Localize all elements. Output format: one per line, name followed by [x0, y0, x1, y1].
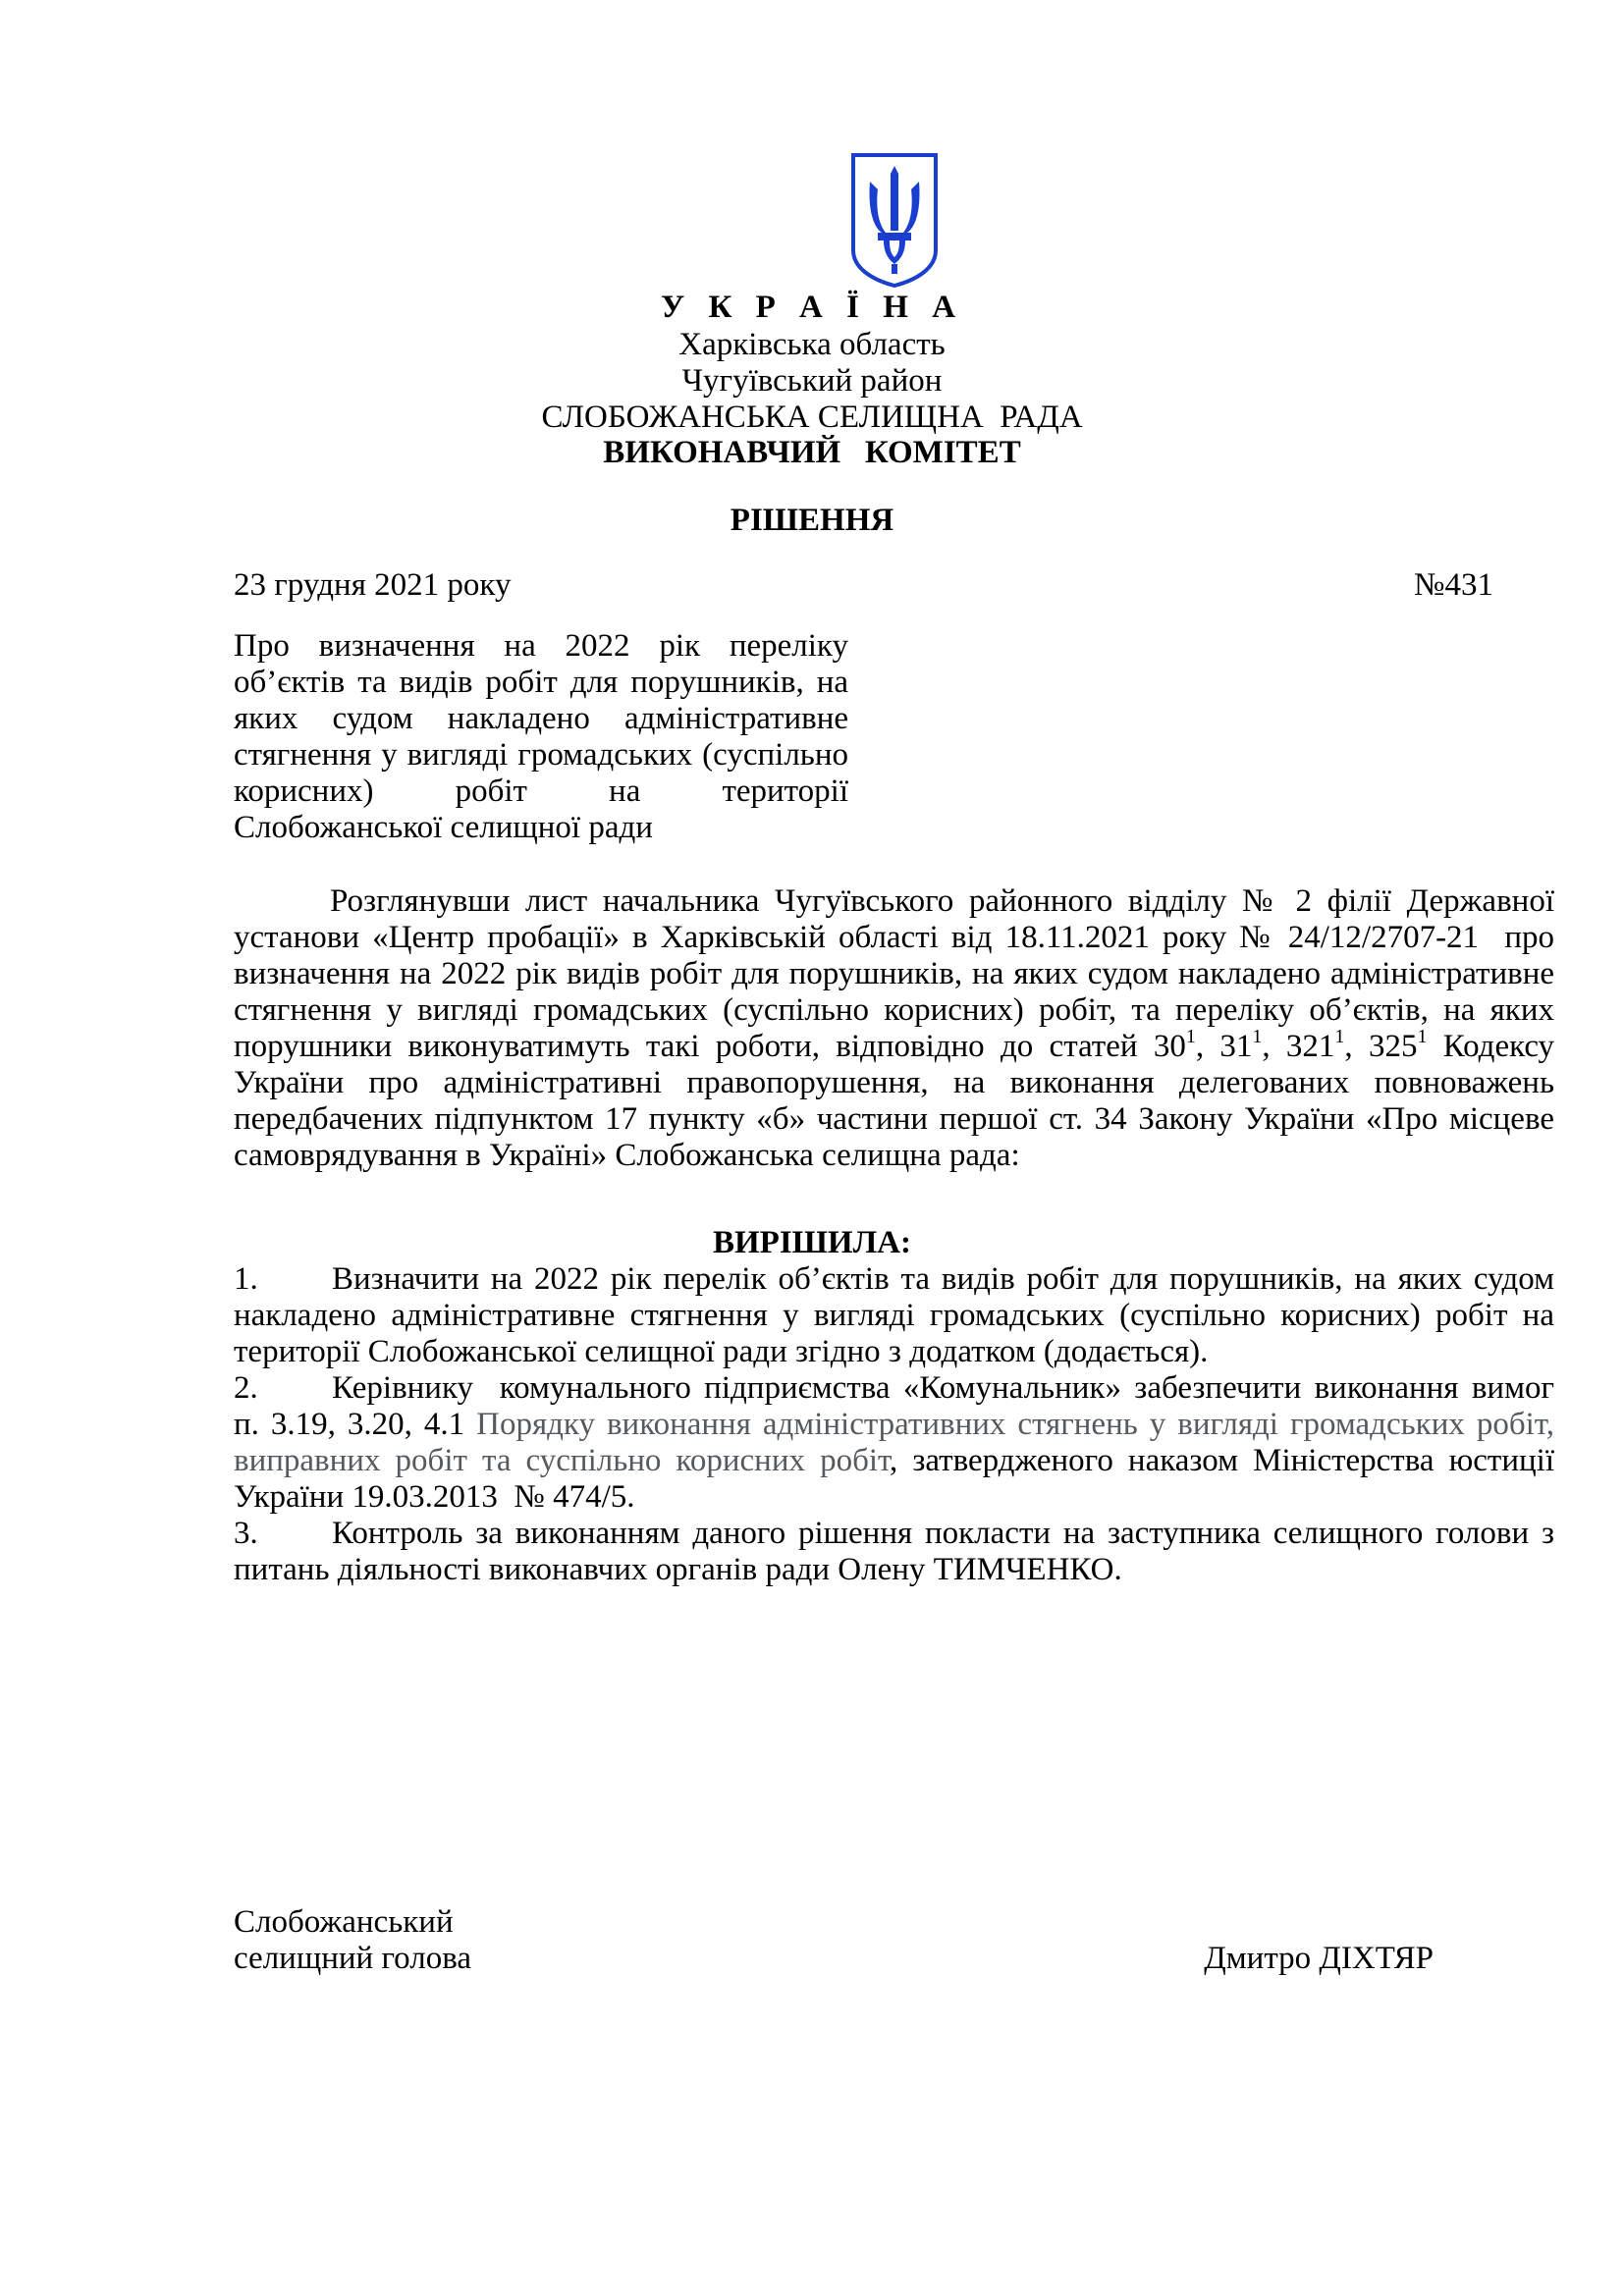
preamble-line: Розглянувши лист начальника Чугуївського районного відділу № 2 філії Державної	[330, 883, 1554, 919]
signatory-name: Дмитро ДІХТЯР	[1204, 1941, 1434, 1976]
preamble-line: стягнення у вигляді громадських (суспільно корисних) робіт, та переліку об’єктів, на яких	[234, 992, 1554, 1028]
item-number: 3.	[234, 1516, 258, 1551]
preamble-line: самоврядування в Україні» Слобожанська селищна рада:	[234, 1138, 1020, 1173]
superscript: 1	[1252, 1026, 1263, 1047]
regulation-reference: виправних робіт та суспільно корисних робіт	[234, 1443, 890, 1478]
signatory-title	[234, 1904, 471, 1977]
preamble-text: , 321	[1262, 1029, 1335, 1064]
preamble-line: передбачених підпунктом 17 пункту «б» частини першої ст. 34 Закону України «Про місцеве	[234, 1101, 1554, 1137]
preamble-line: визначення на 2022 рік видів робіт для порушників, на яких судом накладено адміністративне	[234, 956, 1554, 991]
item-text: п. 3.19, 3.20, 4.1	[234, 1407, 477, 1442]
item-number: 2.	[234, 1370, 258, 1406]
item-text: Контроль за виконанням даного рішення покласти на заступника селищного голови з	[332, 1516, 1554, 1551]
subject-line: об’єктів та видів робіт для порушників, на	[234, 665, 848, 700]
preamble-text: Кодексу	[1427, 1029, 1555, 1064]
item-number: 1.	[234, 1261, 258, 1297]
decision-date: 23 грудня 2021 року	[234, 567, 512, 603]
preamble-line: України про адміністративні правопорушення, на виконання делегованих повноважень	[234, 1065, 1554, 1100]
preamble-text: , 31	[1195, 1029, 1253, 1064]
list-item	[234, 1370, 1554, 1407]
preamble-line: установи «Центр пробації» в Харківській області від 18.11.2021 року № 24/12/2707-21 про	[234, 920, 1554, 955]
superscript: 1	[1334, 1026, 1345, 1047]
list-item	[234, 1261, 1554, 1298]
decided-heading: ВИРІШИЛА:	[713, 1225, 911, 1260]
document-type: РІШЕННЯ	[730, 503, 894, 538]
decision-items	[234, 1261, 1554, 1588]
signatory-title-line: Слобожанський	[234, 1904, 454, 1940]
item-line: накладено адміністративне стягнення у вигляді громадських (суспільно корисних) робіт на	[234, 1298, 1554, 1333]
item-line	[234, 1443, 1554, 1479]
item-text: Визначити на 2022 рік перелік об’єктів та видів робіт для порушників, на яких судом	[332, 1261, 1554, 1297]
country-name: У К Р А Ї Н А	[661, 290, 963, 325]
district-name: Чугуївський район	[681, 363, 943, 399]
preamble	[234, 883, 1554, 1174]
coat-of-arms-icon	[848, 152, 941, 288]
committee-name: ВИКОНАВЧИЙ КОМІТЕТ	[603, 435, 1021, 470]
subject-line: яких судом накладено адміністративне	[234, 701, 848, 736]
preamble-line	[234, 1026, 1555, 1065]
preamble-text: порушники виконуватимуть такі роботи, відповідно до статей 30	[234, 1029, 1186, 1064]
subject-line: Про визначення на 2022 рік переліку	[234, 628, 848, 664]
subject-line: стягнення у вигляді громадських (суспільно	[234, 737, 848, 773]
item-line	[234, 1407, 1554, 1443]
region-name: Харківська область	[678, 327, 946, 362]
decision-subject	[234, 628, 848, 846]
item-line: території Слобожанської селищної ради згідно з додатком (додається).	[234, 1334, 1209, 1369]
decision-number: №431	[1414, 567, 1493, 603]
item-text: Керівнику комунального підприємства «Комунальник» забезпечити виконання вимог	[332, 1370, 1554, 1406]
council-name: СЛОБОЖАНСЬКА СЕЛИЩНА РАДА	[541, 400, 1083, 435]
item-line: питань діяльності виконавчих органів ради Олену ТИМЧЕНКО.	[234, 1552, 1122, 1587]
regulation-reference: Порядку виконання адміністративних стягнень у вигляді громадських робіт,	[476, 1407, 1554, 1442]
subject-line: корисних) робіт на території	[234, 774, 848, 809]
signatory-title-line: селищний голова	[234, 1941, 472, 1976]
superscript: 1	[1417, 1026, 1428, 1047]
superscript: 1	[1185, 1026, 1196, 1047]
subject-line: Слобожанської селищної ради	[234, 810, 653, 845]
item-text: , затвердженого наказом Міністерства юстиції	[889, 1443, 1554, 1478]
list-item	[234, 1516, 1554, 1552]
preamble-text: , 325	[1344, 1029, 1418, 1064]
item-line: України 19.03.2013 № 474/5.	[234, 1479, 635, 1515]
